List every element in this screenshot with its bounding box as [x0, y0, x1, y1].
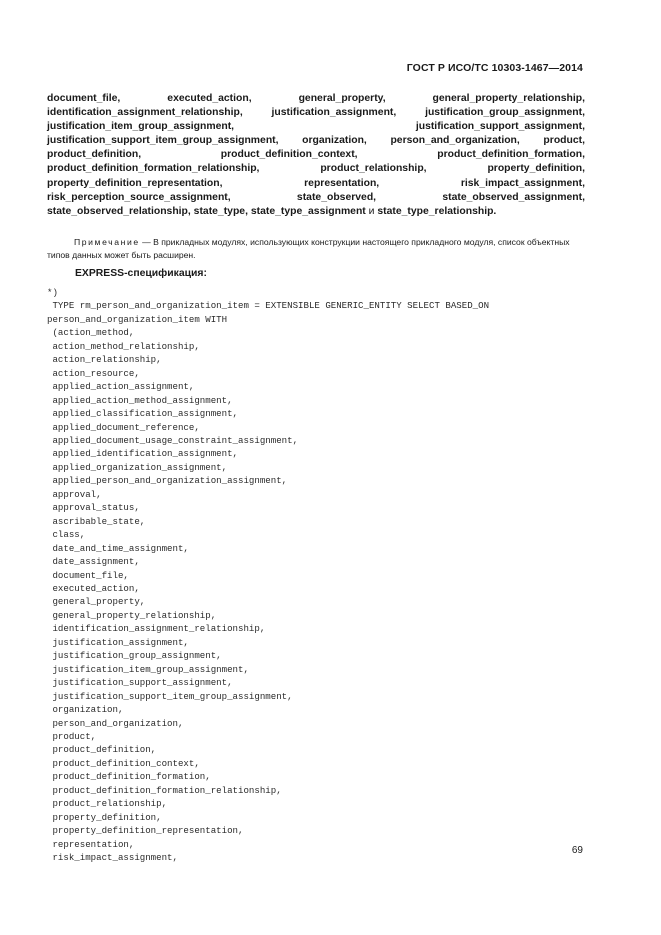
code-line: organization, [47, 704, 124, 716]
code-line: date_assignment, [47, 556, 140, 568]
code-line: applied_document_usage_constraint_assignment, [47, 434, 299, 446]
express-spec-heading: EXPRESS-спецификация: [75, 268, 207, 279]
intro-text-end: state_type_relationship. [377, 205, 497, 217]
code-line: document_file, [47, 569, 129, 581]
code-line: product_definition_context, [47, 757, 200, 769]
code-line: action_resource, [47, 367, 140, 379]
code-line: risk_impact_assignment, [47, 852, 178, 864]
code-line: general_property, [47, 596, 146, 608]
intro-paragraph [47, 92, 585, 219]
code-line: justification_assignment, [47, 636, 189, 648]
code-line: approval, [47, 488, 102, 500]
code-line: applied_person_and_organization_assignment, [47, 475, 288, 487]
intro-conjunction: и [365, 205, 378, 217]
code-line: applied_identification_assignment, [47, 448, 238, 460]
code-line: (action_method, [47, 327, 135, 339]
code-line: justification_item_group_assignment, [47, 663, 249, 675]
code-line: date_and_time_assignment, [47, 542, 189, 554]
code-line: class, [47, 529, 86, 541]
code-line: approval_status, [47, 502, 140, 514]
code-line: justification_support_item_group_assignment, [47, 690, 293, 702]
code-line: justification_group_assignment, [47, 650, 222, 662]
intro-text: document_file, executed_action, general_property, general_property_relationship, identification_assignment_relationship, justification_assignment, justification_group_assignment, justification_item_group_assignment, justification_support_assignment, justification_support_item_group_assignment, organization, person_and_organization, product, product_definition, product_definition_context, product_definition_formation, product_definition_formation_relationship, product_relationship, property_definition, property_definition_representation, representation, risk_impact_assignment, risk_perception_source_assignment, state_observed, state_observed_assignment, state_observed_relationship, state_type, state_type_assignment [47, 93, 585, 217]
code-line: property_definition, [47, 811, 162, 823]
code-line: person_and_organization_item WITH [47, 313, 228, 325]
page-number: 69 [571, 845, 583, 856]
code-line: action_method_relationship, [47, 340, 200, 352]
code-line: applied_classification_assignment, [47, 408, 238, 420]
code-line: person_and_organization, [47, 717, 184, 729]
note-label: Примечание [74, 237, 140, 247]
code-line: action_relationship, [47, 354, 162, 366]
code-line: applied_organization_assignment, [47, 461, 228, 473]
code-line: product_definition_formation_relationship, [47, 784, 282, 796]
code-line: applied_action_assignment, [47, 381, 195, 393]
code-line: justification_support_assignment, [47, 677, 233, 689]
code-line: product, [47, 730, 97, 742]
document-header: ГОСТ Р ИСО/ТС 10303-1467—2014 [406, 62, 583, 74]
code-line: general_property_relationship, [47, 609, 217, 621]
code-line: product_definition, [47, 744, 157, 756]
code-line: applied_document_reference, [47, 421, 200, 433]
note-dash: — [139, 237, 154, 247]
note-text: В прикладных модулях, использующих конструкции настоящего прикладного модуля, список объектных типов данных может быть расширен. [47, 237, 570, 260]
code-line: executed_action, [47, 582, 140, 594]
code-line: product_definition_formation, [47, 771, 211, 783]
code-line: representation, [47, 838, 135, 850]
code-line: TYPE rm_person_and_organization_item = EXTENSIBLE GENERIC_ENTITY SELECT BASED_ON [47, 300, 490, 312]
express-code-block [47, 286, 489, 864]
code-line: product_relationship, [47, 798, 168, 810]
code-line: identification_assignment_relationship, [47, 623, 266, 635]
code-line: property_definition_representation, [47, 825, 244, 837]
code-line: applied_action_method_assignment, [47, 394, 233, 406]
code-line: *) [47, 287, 58, 298]
note-paragraph [47, 236, 585, 262]
code-line: ascribable_state, [47, 515, 146, 527]
